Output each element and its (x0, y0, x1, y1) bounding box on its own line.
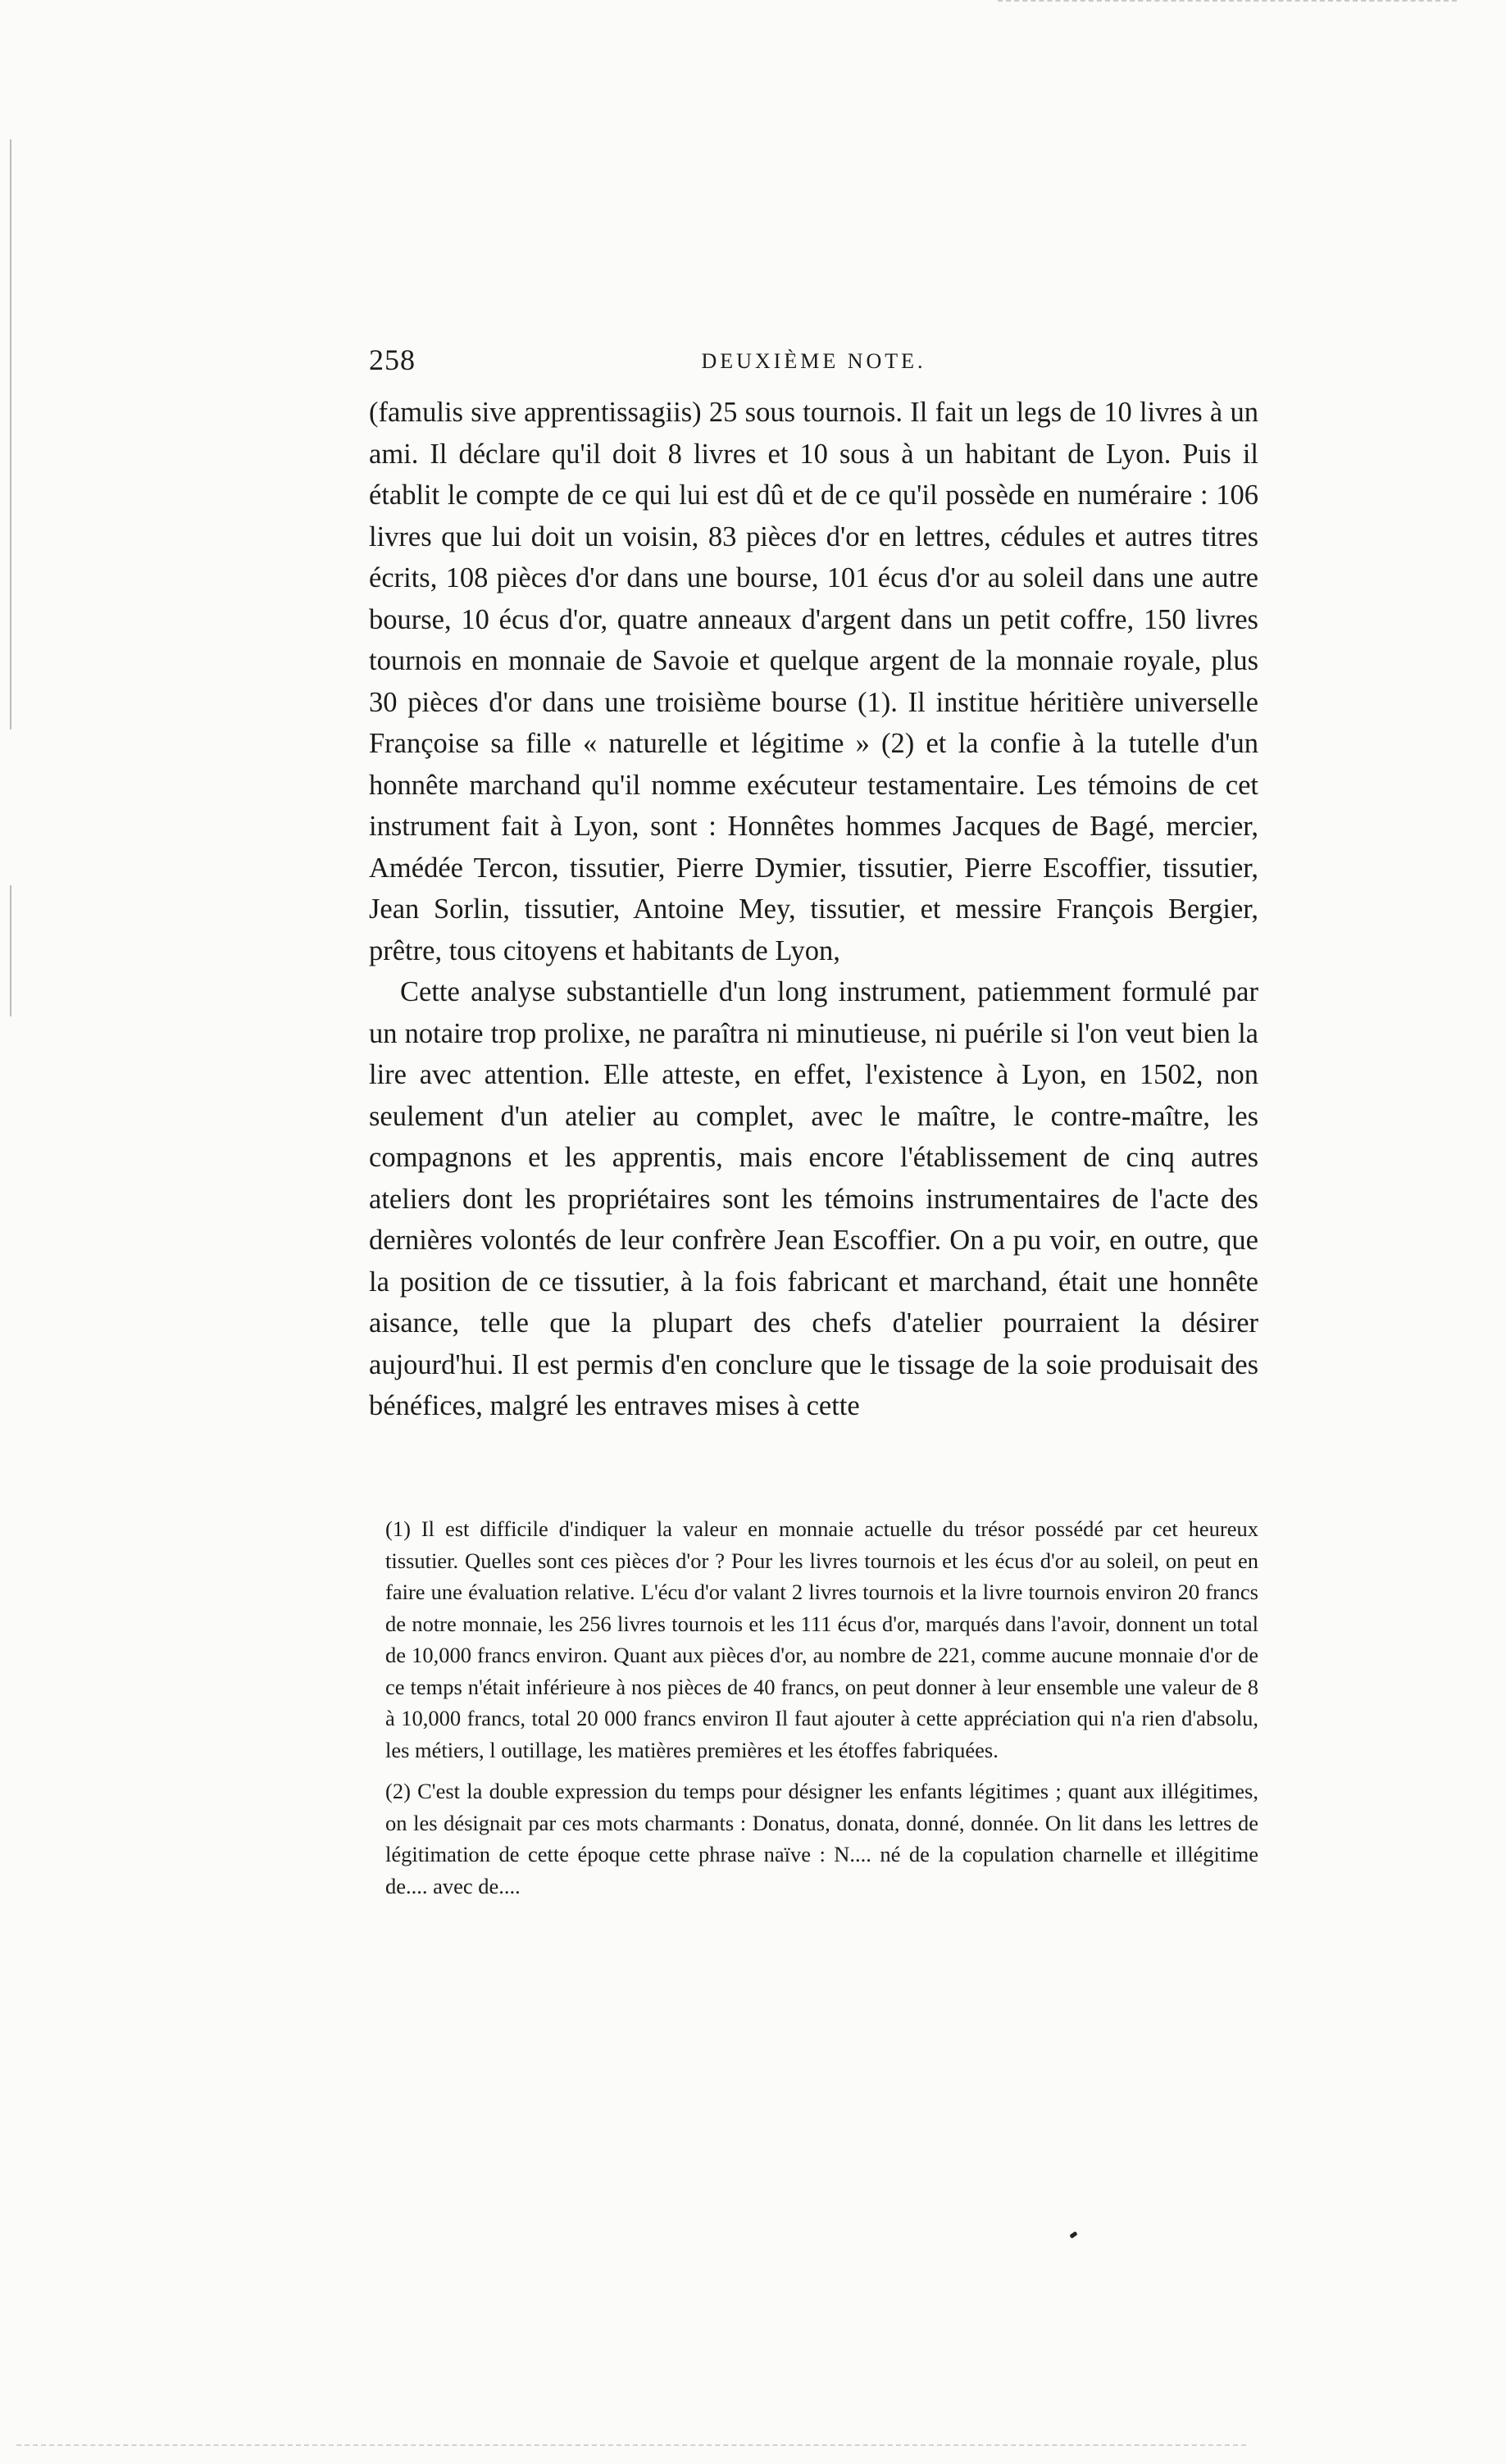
scan-bottom-marks (16, 2444, 1246, 2449)
footnotes (385, 1513, 1258, 1912)
footnote: (2) C'est la double expression du temps pour désigner les enfants légitimes ; quant aux illégitimes, on les désignait par ces mots charmants : Donatus, donata, donné, donnée. On lit dans les lettres de légitimation de cette époque cette phrase naïve : N.... né de la copulation charnelle et illégitime de.... avec de.... (385, 1779, 1258, 1898)
scan-top-marks (998, 0, 1457, 5)
page-number: 258 (369, 343, 416, 376)
ink-speck (1069, 2231, 1077, 2239)
body-text (369, 392, 1258, 1427)
body-paragraph: Cette analyse substantielle d'un long instrument, patiemment formulé par un notaire trop prolixe, ne paraîtra ni minutieuse, ni puérile si l'on veut bien la lire avec attention. Elle atteste, en effet, l'existence à Lyon, en 1502, non seulement d'un atelier au complet, avec le maître, le contre-maître, les compagnons et les apprentis, mais encore l'établissement de cinq autres ateliers dont les propriétaires sont les témoins instrumentaires de l'acte des dernières volontés de leur confrère Jean Escoffier. On a pu voir, en outre, que la position de ce tissutier, à la fois fabricant et marchand, était une honnête aisance, telle que la plupart des chefs d'atelier pourraient la désirer aujourd'hui. Il est permis d'en conclure que le tissage de la soie produisait des bénéfices, malgré les entraves mises à cette (369, 976, 1258, 1421)
page-header (369, 343, 1258, 384)
running-head: DEUXIÈME NOTE. (701, 349, 926, 373)
scan-edge-mark (10, 139, 11, 730)
footnote: (1) Il est difficile d'indiquer la valeur en monnaie actuelle du trésor possédé par cet heureux tissutier. Quelles sont ces pièces d'or ? Pour les livres tournois et les écus d'or au soleil, on peut en faire une évaluation relative. L'écu d'or valant 2 livres tournois et la livre tournois environ 20 francs de notre monnaie, les 256 livres tournois et les 111 écus d'or, marqués dans l'avoir, donnent un total de 10,000 francs environ. Quant aux pièces d'or, au nombre de 221, comme aucune monnaie d'or de ce temps n'était inférieure à nos pièces de 40 francs, on peut donner à leur ensemble une valeur de 8 à 10,000 francs, total 20 000 francs environ Il faut ajouter à cette appréciation qui n'a rien d'absolu, les métiers, l outillage, les matières premières et les étoffes fabriquées. (385, 1516, 1258, 1762)
body-paragraph: (famulis sive apprentissagiis) 25 sous tournois. Il fait un legs de 10 livres à un ami. Il déclare qu'il doit 8 livres et 10 sous à un habitant de Lyon. Puis il établit le compte de ce qui lui est dû et de ce qu'il possède en numéraire : 106 livres que lui doit un voisin, 83 pièces d'or en lettres, cédules et autres titres écrits, 108 pièces d'or dans une bourse, 101 écus d'or au soleil dans une autre bourse, 10 écus d'or, quatre anneaux d'argent dans un petit coffre, 150 livres tournois en monnaie de Savoie et quelque argent de la monnaie royale, plus 30 pièces d'or dans une troisième bourse (1). Il institue héritière universelle Françoise sa fille « naturelle et légitime » (2) et la confie à la tutelle d'un honnête marchand qu'il nomme exécuteur testamentaire. Les témoins de cet instrument fait à Lyon, sont : Honnêtes hommes Jacques de Bagé, mercier, Amédée Tercon, tissutier, Pierre Dymier, tissutier, Pierre Escoffier, tissutier, Jean Sorlin, tissutier, Antoine Mey, tissutier, et messire François Bergier, prêtre, tous citoyens et habitants de Lyon, (369, 397, 1258, 966)
scan-edge-mark (10, 885, 11, 1016)
